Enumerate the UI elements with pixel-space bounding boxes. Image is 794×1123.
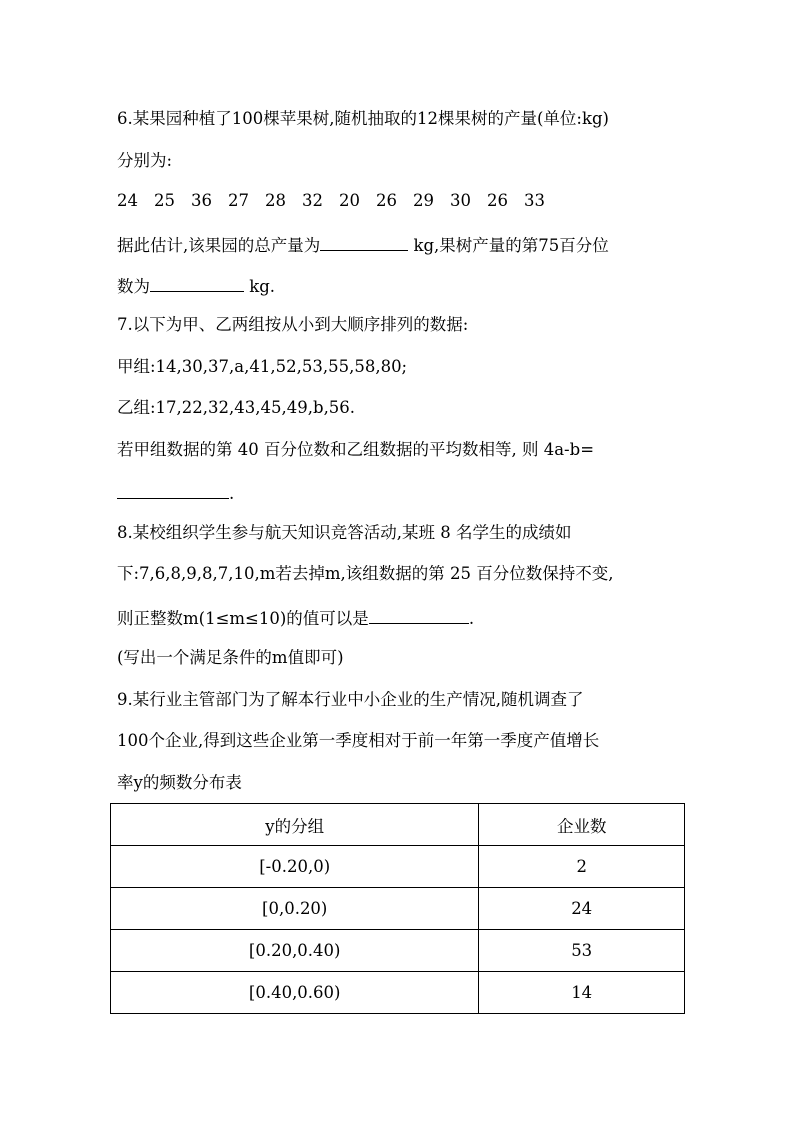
- q7-line-2: 甲组:14,30,37,a,41,52,53,55,58,80;: [117, 357, 408, 376]
- table-row: [111, 930, 685, 972]
- table-cell: 53: [479, 930, 685, 972]
- table-cell: 14: [479, 972, 685, 1014]
- q8-line-1: 8.某校组织学生参与航天知识竞答活动,某班 8 名学生的成绩如: [117, 523, 572, 542]
- q6-number: 25: [154, 191, 175, 210]
- table-cell: [-0.20,0): [111, 846, 479, 888]
- q6-number: 27: [228, 191, 249, 210]
- q6-number: 33: [524, 191, 545, 210]
- q8-answer-blank[interactable]: [369, 605, 469, 624]
- q6-line-4: [117, 232, 609, 257]
- q9-line-2: 100个企业,得到这些企业第一季度相对于前一年第一季度产值增长: [117, 731, 600, 750]
- q6-number: 20: [339, 191, 360, 210]
- table-cell: 24: [479, 888, 685, 930]
- table-cell: [0.20,0.40): [111, 930, 479, 972]
- q6-number: 30: [450, 191, 471, 210]
- table-cell: [0,0.20): [111, 888, 479, 930]
- q6-number: 26: [376, 191, 397, 210]
- table-header-cell: y的分组: [111, 804, 479, 846]
- q6-number: 29: [413, 191, 434, 210]
- frequency-table: [110, 803, 685, 1014]
- q9-line-3: 率y的频数分布表: [117, 773, 242, 792]
- q6-number: 32: [302, 191, 323, 210]
- q6-number-list: [117, 190, 561, 212]
- q6-line-1: 6.某果园种植了100棵苹果树,随机抽取的12棵果树的产量(单位:kg): [117, 109, 609, 128]
- table-row: [111, 846, 685, 888]
- q8-line-4: (写出一个满足条件的m值即可): [117, 648, 344, 667]
- q7-line-4: 若甲组数据的第 40 百分位数和乙组数据的平均数相等, 则 4a-b=: [117, 440, 595, 459]
- q6-line-5-text-b: kg.: [244, 277, 276, 296]
- table-header-cell: 企业数: [479, 804, 685, 846]
- q7-line-5-text: .: [229, 484, 235, 503]
- table-cell: [0.40,0.60): [111, 972, 479, 1014]
- table-row: [111, 972, 685, 1014]
- q6-line-2: 分别为:: [117, 151, 173, 170]
- q8-line-3-text-a: 则正整数m(1≤m≤10)的值可以是: [117, 609, 369, 628]
- q6-number: 36: [191, 191, 212, 210]
- q6-answer-blank-2[interactable]: [150, 273, 244, 292]
- q8-line-3: [117, 605, 474, 630]
- q7-line-5: [117, 480, 234, 505]
- q6-answer-blank-1[interactable]: [320, 232, 408, 251]
- q6-line-5: [117, 273, 275, 298]
- table-cell: 2: [479, 846, 685, 888]
- q6-number: 26: [487, 191, 508, 210]
- q7-line-3: 乙组:17,22,32,43,45,49,b,56.: [117, 398, 356, 417]
- q6-number: 28: [265, 191, 286, 210]
- table-header-row: [111, 804, 685, 846]
- q9-line-1: 9.某行业主管部门为了解本行业中小企业的生产情况,随机调查了: [117, 690, 584, 709]
- q7-answer-blank[interactable]: [117, 480, 229, 499]
- q6-line-4-text-a: 据此估计,该果园的总产量为: [117, 236, 321, 255]
- q7-line-1: 7.以下为甲、乙两组按从小到大顺序排列的数据:: [117, 315, 469, 334]
- q6-number: 24: [117, 191, 138, 210]
- table-row: [111, 888, 685, 930]
- q8-line-2: 下:7,6,8,9,8,7,10,m若去掉m,该组数据的第 25 百分位数保持不变,: [117, 564, 614, 583]
- q8-line-3-text-b: .: [468, 609, 475, 628]
- q6-line-4-text-b: kg,果树产量的第75百分位: [408, 236, 609, 255]
- q6-line-5-text-a: 数为: [117, 277, 150, 296]
